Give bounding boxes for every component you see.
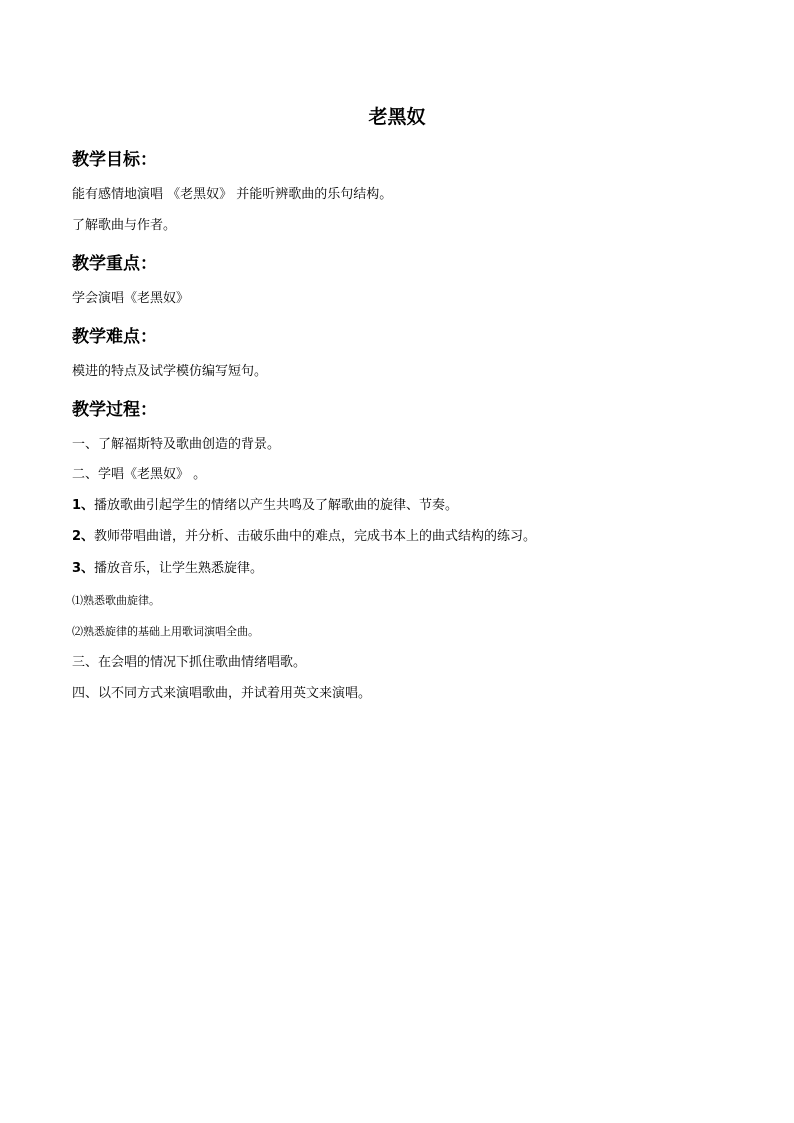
section-heading-key-points: 教学重点： <box>72 254 157 274</box>
step-number: 2、 <box>72 529 95 544</box>
process-substep-1: ⑴熟悉歌曲旋律。 <box>72 594 160 607</box>
key-point-line-1: 学会演唱《老黑奴》 <box>72 291 190 306</box>
document-title: 老黑奴 <box>368 106 426 128</box>
process-step-1 <box>72 496 458 516</box>
objective-line-1: 能有感情地演唱 《老黑奴》 并能听辨歌曲的乐句结构。 <box>72 187 393 202</box>
step-number: 3、 <box>72 561 95 576</box>
step-text: 播放歌曲引起学生的情绪以产生共鸣及了解歌曲的旋律、节奏。 <box>94 498 459 513</box>
process-line-2: 二、学唱《老黑奴》 。 <box>72 467 207 482</box>
objective-line-2: 了解歌曲与作者。 <box>72 218 177 233</box>
difficulty-line-1: 模进的特点及试学模仿编写短句。 <box>72 364 268 379</box>
step-number: 1、 <box>72 498 95 513</box>
section-heading-difficulties: 教学难点： <box>72 327 157 347</box>
process-line-1: 一、了解福斯特及歌曲创造的背景。 <box>72 437 281 452</box>
section-heading-process: 教学过程： <box>72 400 157 420</box>
process-step-3 <box>72 559 263 579</box>
step-text: 教师带唱曲谱，并分析、击破乐曲中的难点，完成书本上的曲式结构的练习。 <box>94 529 537 544</box>
process-line-4: 四、以不同方式来演唱歌曲，并试着用英文来演唱。 <box>72 686 372 701</box>
section-heading-objectives: 教学目标： <box>72 150 157 170</box>
process-substep-2: ⑵熟悉旋律的基础上用歌词演唱全曲。 <box>72 625 259 638</box>
step-text: 播放音乐，让学生熟悉旋律。 <box>94 561 264 576</box>
process-step-2 <box>72 527 536 547</box>
process-line-3: 三、在会唱的情况下抓住歌曲情绪唱歌。 <box>72 655 307 670</box>
